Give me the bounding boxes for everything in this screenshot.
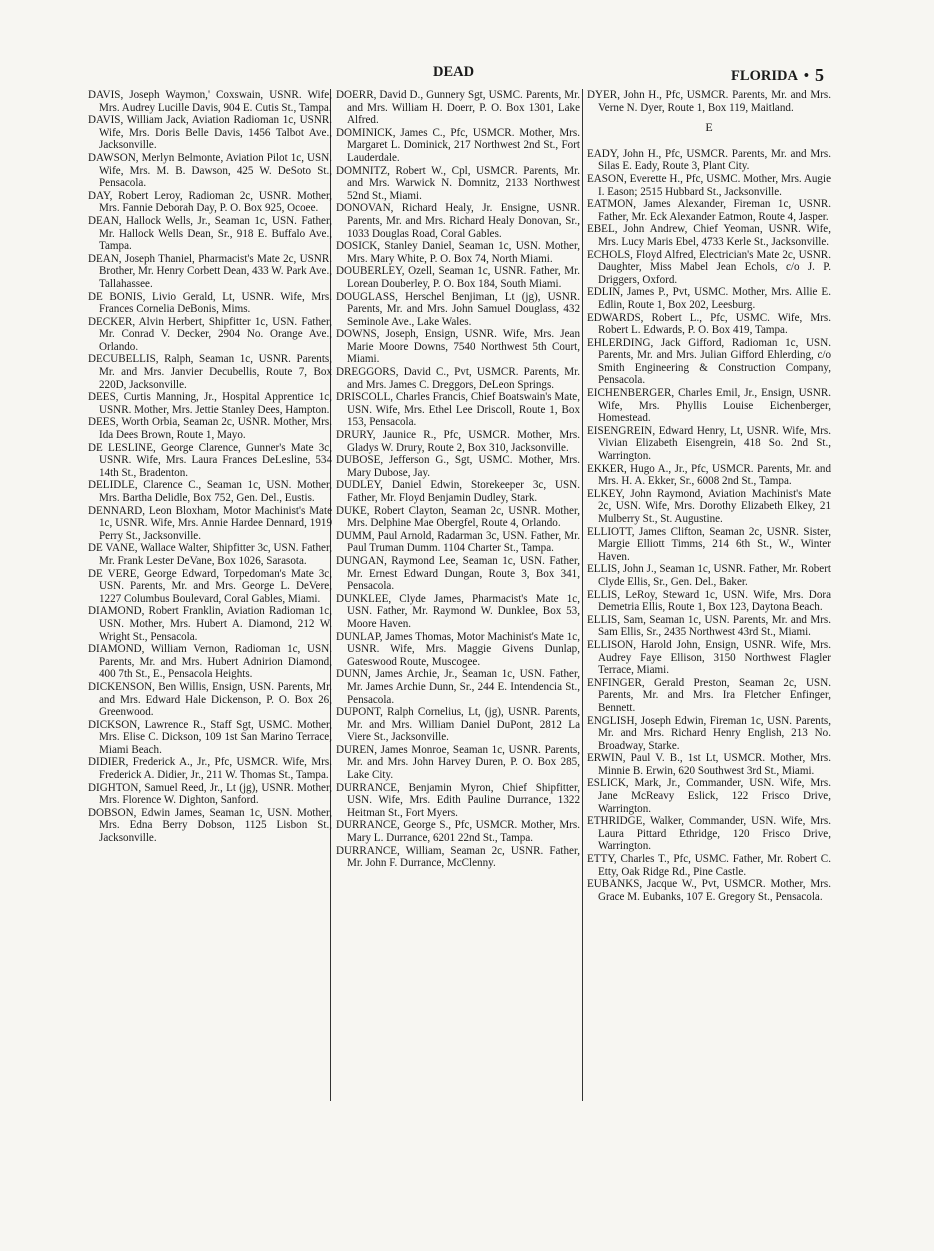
roll-entry: DIAMOND, Robert Franklin, Aviation Radioman 1c, USN. Mother, Mrs. Hubert A. Diamond, 212 W. Wright St., Pensacola. (88, 605, 332, 643)
column-divider-2 (582, 89, 583, 1101)
roll-entry: DREGGORS, David C., Pvt, USMCR. Parents, Mr. and Mrs. James C. Dreggors, DeLeon Springs. (336, 366, 580, 391)
roll-entry: ELLIS, Sam, Seaman 1c, USN. Parents, Mr. and Mrs. Sam Ellis, Sr., 2435 Northwest 43rd St., Miami. (587, 613, 831, 639)
roll-entry: DOMINICK, James C., Pfc, USMCR. Mother, Mrs. Margaret L. Dominick, 217 Northwest 2nd St., Fort Lauderdale. (336, 126, 580, 164)
roll-entry: DIGHTON, Samuel Reed, Jr., Lt (jg), USNR. Mother, Mrs. Florence W. Dighton, Sanford. (88, 781, 332, 807)
roll-entry: DUBOSE, Jefferson G., Sgt, USMC. Mother, Mrs. Mary Dubose, Jay. (336, 454, 580, 479)
roll-entry: ETTY, Charles T., Pfc, USMC. Father, Mr. Robert C. Etty, Oak Ridge Rd., Pine Castle. (587, 853, 831, 878)
roll-entry: ENFINGER, Gerald Preston, Seaman 2c, USN. Parents, Mr. and Mrs. Ira Fletcher Enfinger, Bennett. (587, 676, 831, 714)
roll-entry: DE LESLINE, George Clarence, Gunner's Mate 3c, USNR. Wife, Mrs. Laura Frances DeLesline, 534 14th St., Bradenton. (88, 441, 332, 479)
roll-entry: ELLIS, John J., Seaman 1c, USNR. Father, Mr. Robert Clyde Ellis, Sr., Gen. Del., Baker. (587, 563, 831, 588)
roll-entry: ELLIS, LeRoy, Steward 1c, USN. Wife, Mrs. Dora Demetria Ellis, Route 1, Box 123, Daytona Beach. (587, 588, 831, 614)
roll-entry: ETHRIDGE, Walker, Commander, USN. Wife, Mrs. Laura Pittard Ethridge, 120 Frisco Drive, Warrington. (587, 815, 831, 853)
roll-entry: EISENGREIN, Edward Henry, Lt, USNR. Wife, Mrs. Vivian Elizabeth Eisengrein, 418 So. 2nd St., Warrington. (587, 424, 831, 463)
roll-entry: DAVIS, Joseph Waymon,' Coxswain, USNR. Wife, Mrs. Audrey Lucille Davis, 904 E. Cutis St., Tampa. (88, 89, 332, 114)
roll-entry: DOUBERLEY, Ozell, Seaman 1c, USNR. Father, Mr. Lorean Douberley, P. O. Box 184, South Miami. (336, 265, 580, 290)
roll-entry: DIAMOND, William Vernon, Radioman 1c, USN. Parents, Mr. and Mrs. Hubert Adnirion Diamond, 400 7th St., E., Pensacola Heights. (88, 643, 332, 681)
roll-entry: DE BONIS, Livio Gerald, Lt, USNR. Wife, Mrs. Frances Cornelia DeBonis, Mims. (88, 290, 332, 316)
roll-entry: EASON, Everette H., Pfc, USMC. Mother, Mrs. Augie I. Eason; 2515 Hubbard St., Jacksonville. (587, 172, 831, 198)
column-3 (587, 89, 831, 903)
section-title: DEAD (433, 64, 475, 80)
column-2 (336, 89, 580, 870)
roll-entry: EADY, John H., Pfc, USMCR. Parents, Mr. and Mrs. Silas E. Eady, Route 3, Plant City. (587, 147, 831, 173)
roll-entry: DEAN, Hallock Wells, Jr., Seaman 1c, USN. Father, Mr. Hallock Wells Dean, Sr., 918 E. Buffalo Ave., Tampa. (88, 214, 332, 253)
roll-entry: DECKER, Alvin Herbert, Shipfitter 1c, USN. Father, Mr. Conrad V. Decker, 2904 No. Orange Ave., Orlando. (88, 315, 332, 353)
roll-entry: ESLICK, Mark, Jr., Commander, USN. Wife, Mrs. Jane McReavy Eslick, 122 Frisco Drive, Warrington. (587, 777, 831, 815)
roll-entry: ELKEY, John Raymond, Aviation Machinist's Mate 2c, USN. Wife, Mrs. Dorothy Elizabeth Elkey, 21 Mulberry St., St. Augustine. (587, 487, 831, 525)
roll-entry: DURRANCE, Benjamin Myron, Chief Shipfitter, USN. Wife, Mrs. Edith Pauline Durrance, 1322 Heitman St., Fort Myers. (336, 781, 580, 819)
roll-entry: DUNGAN, Raymond Lee, Seaman 1c, USN. Father, Mr. Ernest Edward Dungan, Route 3, Box 341, Pensacola. (336, 554, 580, 593)
roll-entry: EBEL, John Andrew, Chief Yeoman, USNR. Wife, Mrs. Lucy Maris Ebel, 4733 Kerle St., Jacksonville. (587, 223, 831, 248)
roll-entry: DIDIER, Frederick A., Jr., Pfc, USMCR. Wife, Mrs. Frederick A. Didier, Jr., 211 W. Thomas St., Tampa. (88, 756, 332, 782)
page-number: 5 (815, 65, 824, 85)
roll-entry: DUREN, James Monroe, Seaman 1c, USNR. Parents, Mr. and Mrs. John Harvey Duren, P. O. Box 285, Lake City. (336, 743, 580, 782)
roll-entry: DRISCOLL, Charles Francis, Chief Boatswain's Mate, USN. Wife, Mrs. Ethel Lee Driscoll, Route 1, Box 153, Pensacola. (336, 391, 580, 429)
roll-entry: EDLIN, James P., Pvt, USMC. Mother, Mrs. Allie E. Edlin, Route 1, Box 202, Leesburg. (587, 286, 831, 311)
roll-entry: EDWARDS, Robert L., Pfc, USMC. Wife, Mrs. Robert L. Edwards, P. O. Box 419, Tampa. (587, 311, 831, 337)
roll-entry: DENNARD, Leon Bloxham, Motor Machinist's Mate 1c, USNR. Wife, Mrs. Annie Hardee Dennard, 1919 Perry St., Jacksonville. (88, 504, 332, 542)
roll-entry: DAVIS, William Jack, Aviation Radioman 1c, USNR. Wife, Mrs. Doris Belle Davis, 1456 Talbot Ave., Jacksonville. (88, 114, 332, 152)
column-1 (88, 89, 332, 845)
roll-entry: DICKENSON, Ben Willis, Ensign, USN. Parents, Mr. and Mrs. Edward Hale Dickenson, P. O. Box 26, Greenwood. (88, 680, 332, 719)
roll-entry: DICKSON, Lawrence R., Staff Sgt, USMC. Mother, Mrs. Elise C. Dickson, 109 1st San Marino Terrace, Miami Beach. (88, 718, 332, 756)
roll-entry: DUNLAP, James Thomas, Motor Machinist's Mate 1c, USNR. Wife, Mrs. Maggie Givens Dunlap, Gateswood Route, Muscogee. (336, 630, 580, 668)
roll-entry: DOBSON, Edwin James, Seaman 1c, USN. Mother, Mrs. Edna Berry Dobson, 1125 Lisbon St., Jacksonville. (88, 806, 332, 845)
roll-entry: DOUGLASS, Herschel Benjiman, Lt (jg), USNR. Parents, Mr. and Mrs. John Samuel Douglass, 432 Seminole Ave., Lake Wales. (336, 290, 580, 328)
roll-entry: DUPONT, Ralph Cornelius, Lt, (jg), USNR. Parents, Mr. and Mrs. William Daniel DuPont, 2812 La Viere St., Jacksonville. (336, 706, 580, 744)
roll-entry: ELLISON, Harold John, Ensign, USNR. Wife, Mrs. Audrey Faye Ellison, 3150 Northwest Flagler Terrace, Miami. (587, 638, 831, 677)
roll-entry: DOSICK, Stanley Daniel, Seaman 1c, USN. Mother, Mrs. Mary White, P. O. Box 74, North Miami. (336, 240, 580, 265)
roll-entry: DEES, Curtis Manning, Jr., Hospital Apprentice 1c, USNR. Mother, Mrs. Jettie Stanley Dees, Hampton. (88, 391, 332, 416)
roll-entry: DELIDLE, Clarence C., Seaman 1c, USN. Mother, Mrs. Bartha Delidle, Box 752, Gen. Del., Eustis. (88, 479, 332, 504)
roll-entry: DUNKLEE, Clyde James, Pharmacist's Mate 1c, USN. Father, Mr. Raymond W. Dunklee, Box 53, Moore Haven. (336, 592, 580, 630)
roll-entry: DEAN, Joseph Thaniel, Pharmacist's Mate 2c, USNR. Brother, Mr. Henry Corbett Dean, 433 W. Park Ave., Tallahassee. (88, 252, 332, 290)
roll-entry: ECHOLS, Floyd Alfred, Electrician's Mate 2c, USNR. Daughter, Miss Mabel Jean Echols, c/o J. P. Driggers, Oxford. (587, 248, 831, 286)
roll-entry: ENGLISH, Joseph Edwin, Fireman 1c, USN. Parents, Mr. and Mrs. Richard Henry English, 213 No. Broadway, Starke. (587, 714, 831, 752)
roll-entry: DAY, Robert Leroy, Radioman 2c, USNR. Mother, Mrs. Fannie Deborah Day, P. O. Box 925, Ocoee. (88, 189, 332, 215)
roll-entry: DUMM, Paul Arnold, Radarman 3c, USN. Father, Mr. Paul Truman Dumm. 1104 Charter St., Tampa. (336, 529, 580, 555)
roll-entry: DOWNS, Joseph, Ensign, USNR. Wife, Mrs. Jean Marie Moore Downs, 7540 Northwest 5th Court, Miami. (336, 328, 580, 366)
roll-entry: DECUBELLIS, Ralph, Seaman 1c, USNR. Parents, Mr. and Mrs. Janvier Decubellis, Route 7, Box 220D, Jacksonville. (88, 353, 332, 391)
roll-entry: DURRANCE, William, Seaman 2c, USNR. Father, Mr. John F. Durrance, McClenny. (336, 844, 580, 870)
roll-entry: EATMON, James Alexander, Fireman 1c, USNR. Father, Mr. Eck Alexander Eatmon, Route 4, Jasper. (587, 198, 831, 223)
roll-entry: DOERR, David D., Gunnery Sgt, USMC. Parents, Mr. and Mrs. William H. Doerr, P. O. Box 1301, Lake Alfred. (336, 89, 580, 127)
roll-entry: DYER, John H., Pfc, USMCR. Parents, Mr. and Mrs. Verne N. Dyer, Route 1, Box 119, Maitland. (587, 89, 831, 114)
roll-entry: DUKE, Robert Clayton, Seaman 2c, USNR. Mother, Mrs. Delphine Mae Obergfel, Route 4, Orlando. (336, 504, 580, 530)
roll-entry: EUBANKS, Jacque W., Pvt, USMCR. Mother, Mrs. Grace M. Eubanks, 107 E. Gregory St., Pensacola. (587, 878, 831, 903)
roll-entry: DAWSON, Merlyn Belmonte, Aviation Pilot 1c, USN. Wife, Mrs. M. B. Dawson, 425 W. DeSoto St., Pensacola. (88, 151, 332, 190)
roll-entry: DUDLEY, Daniel Edwin, Storekeeper 3c, USN. Father, Mr. Floyd Benjamin Dudley, Stark. (336, 479, 580, 504)
section-letter: E (705, 120, 713, 135)
roll-entry: DEES, Worth Orbia, Seaman 2c, USNR. Mother, Mrs. Ida Dees Brown, Route 1, Mayo. (88, 416, 332, 442)
roll-entry: ELLIOTT, James Clifton, Seaman 2c, USNR. Sister, Margie Elliott Timms, 214 6th St., W., Winter Haven. (587, 525, 831, 563)
state-and-page (731, 64, 824, 85)
roll-entry: EHLERDING, Jack Gifford, Radioman 1c, USN. Parents, Mr. and Mrs. Julian Gifford Ehlerding, c/o Smith Engineering & Construction Company, Pensacola. (587, 336, 831, 387)
roll-entry: DURRANCE, George S., Pfc, USMCR. Mother, Mrs. Mary L. Durrance, 6201 22nd St., Tampa. (336, 819, 580, 845)
roll-entry: EICHENBERGER, Charles Emil, Jr., Ensign, USNR. Wife, Mrs. Phyllis Louise Eichenberger, Homestead. (587, 387, 831, 425)
roll-entry: ERWIN, Paul V. B., 1st Lt, USMCR. Mother, Mrs. Minnie B. Erwin, 620 Southwest 3rd St., Miami. (587, 752, 831, 777)
roll-entry: DOMNITZ, Robert W., Cpl, USMCR. Parents, Mr. and Mrs. Warwick N. Domnitz, 2133 Northwest 52nd St., Miami. (336, 164, 580, 202)
page-header (88, 64, 824, 84)
roll-entry: EKKER, Hugo A., Jr., Pfc, USMCR. Parents, Mr. and Mrs. H. A. Ekker, Sr., 6008 2nd St., Tampa. (587, 462, 831, 488)
roll-entry: DE VERE, George Edward, Torpedoman's Mate 3c, USN. Parents, Mr. and Mrs. George L. DeVere, 1227 Columbus Boulevard, Coral Gables, Miami. (88, 567, 332, 605)
bullet-separator: • (803, 68, 809, 84)
roll-entry: DONOVAN, Richard Healy, Jr. Ensigne, USNR. Parents, Mr. and Mrs. Richard Healy Donovan, Sr., 1033 Douglas Road, Coral Gables. (336, 202, 580, 240)
roll-entry: DRURY, Jaunice R., Pfc, USMCR. Mother, Mrs. Gladys W. Drury, Route 2, Box 310, Jacksonville. (336, 429, 580, 454)
roll-entry: DUNN, James Archie, Jr., Seaman 1c, USN. Father, Mr. James Archie Dunn, Sr., 244 E. Intendencia St., Pensacola. (336, 668, 580, 706)
state-title: FLORIDA (731, 68, 798, 84)
roll-entry: DE VANE, Wallace Walter, Shipfitter 3c, USN. Father, Mr. Frank Lester DeVane, Box 1026, Sarasota. (88, 542, 332, 567)
